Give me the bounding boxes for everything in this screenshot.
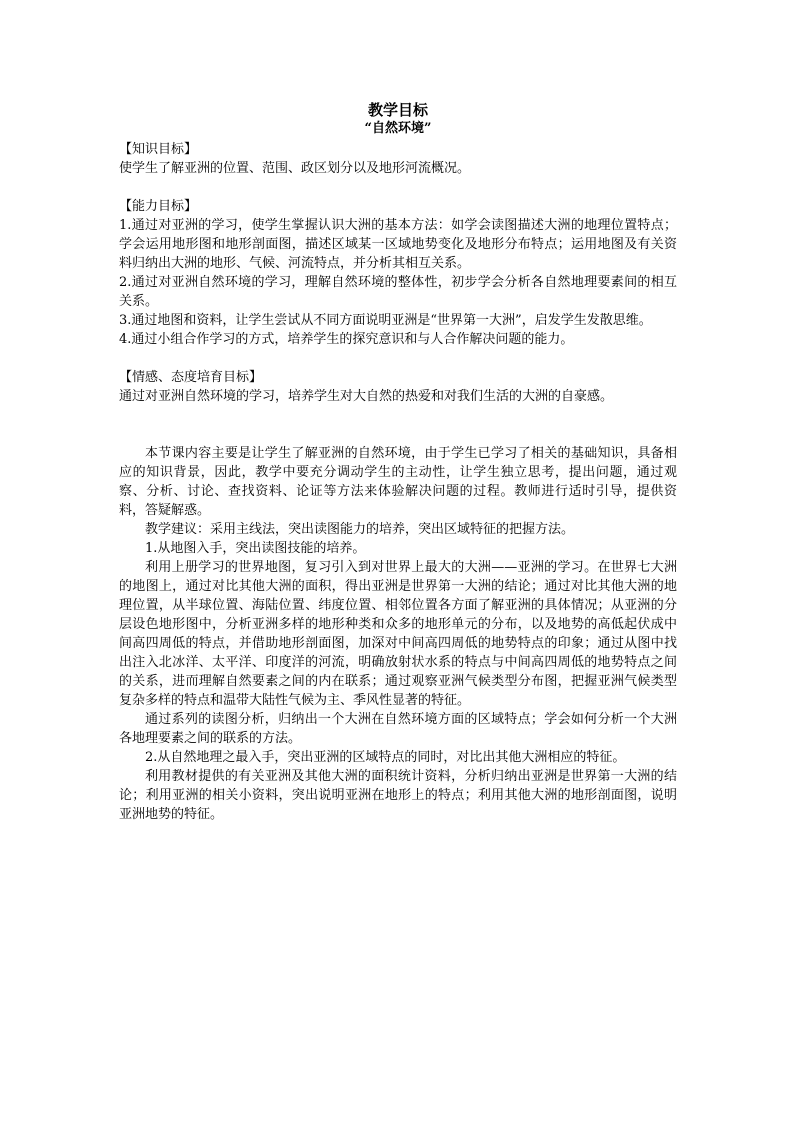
knowledge-heading: 【知识目标】 [119, 142, 198, 157]
emotion-text: 通过对亚洲自然环境的学习，培养学生对大自然的热爱和对我们生活的大洲的自豪感。 [119, 389, 614, 404]
body-paragraph: 教学建议：采用主线法，突出读图能力的培养，突出区域特征的把握方法。 [145, 522, 575, 537]
document-subtitle: “自然环境” [364, 121, 432, 136]
spacer [119, 349, 677, 368]
spacer [119, 178, 677, 197]
body-paragraph: 利用教材提供的有关亚洲及其他大洲的面积统计资料，分析归纳出亚洲是世界第一大洲的结论；利用亚洲的相关小资料，突出说明亚洲在地形上的特点；利用其他大洲的地形剖面图，说明亚洲地势的特征。 [119, 769, 677, 822]
ability-item-3: 3.通过地图和资料，让学生尝试从不同方面说明亚洲是“世界第一大洲”，启发学生发散思维。 [119, 313, 652, 328]
document-title: 教学目标 [367, 101, 428, 119]
body-paragraph: 通过系列的读图分析，归纳出一个大洲在自然环境方面的区域特点；学会如何分析一个大洲各地理要素之间的联系的方法。 [119, 712, 677, 746]
knowledge-text: 使学生了解亚洲的位置、范围、政区划分以及地形河流概况。 [119, 161, 471, 176]
body-paragraph: 1.从地图入手，突出读图技能的培养。 [145, 541, 366, 556]
body-paragraph: 利用上册学习的世界地图，复习引入到对世界上最大的大洲——亚洲的学习。在世界七大洲的地图上，通过对比其他大洲的面积，得出亚洲是世界第一大洲的结论；通过对比其他大洲的地理位置，从半球位置、海陆位置、纬度位置、相邻位置各方面了解亚洲的具体情况；从亚洲的分层设色地形图中，分析亚洲多样的地形种类和众多的地形单元的分布，以及地势的高低起伏成中间高四周低的特点，并借助地形剖面图，加深对中间高四周低的地势特点的印象；通过从图中找出注入北冰洋、太平洋、印度洋的河流，明确放射状水系的特点与中间高四周低的地势特点之间的关系，进而理解自然要素之间的内在联系；通过观察亚洲气候类型分布图，把握亚洲气候类型复杂多样的特点和温带大陆性气候为主、季风性显著的特征。 [119, 560, 677, 708]
ability-item-1: 1.通过对亚洲的学习，使学生掌握认识大洲的基本方法：如学会读图描述大洲的地理位置特点；学会运用地形图和地形剖面图，描述区域某一区域地势变化及地形分布特点；运用地图及有关资料归纳出大洲的地形、气候、河流特点，并分析其相互关系。 [119, 218, 677, 271]
body-paragraph: 2.从自然地理之最入手，突出亚洲的区域特点的同时，对比出其他大洲相应的特征。 [145, 750, 626, 765]
body-paragraph: 本节课内容主要是让学生了解亚洲的自然环境，由于学生已学习了相关的基础知识，具备相应的知识背景，因此，教学中要充分调动学生的主动性，让学生独立思考，提出问题，通过观察、分析、讨论、查找资料、论证等方法来体验解决问题的过程。教师进行适时引导，提供资料，答疑解惑。 [119, 446, 677, 518]
ability-heading: 【能力目标】 [119, 199, 198, 214]
emotion-heading: 【情感、态度培育目标】 [119, 370, 263, 385]
spacer [119, 406, 677, 444]
ability-item-4: 4.通过小组合作学习的方式，培养学生的探究意识和与人合作解决问题的能力。 [119, 332, 574, 347]
document-page [119, 100, 677, 824]
ability-item-2: 2.通过对亚洲自然环境的学习，理解自然环境的整体性，初步学会分析各自然地理要素间的相互关系。 [119, 275, 677, 309]
